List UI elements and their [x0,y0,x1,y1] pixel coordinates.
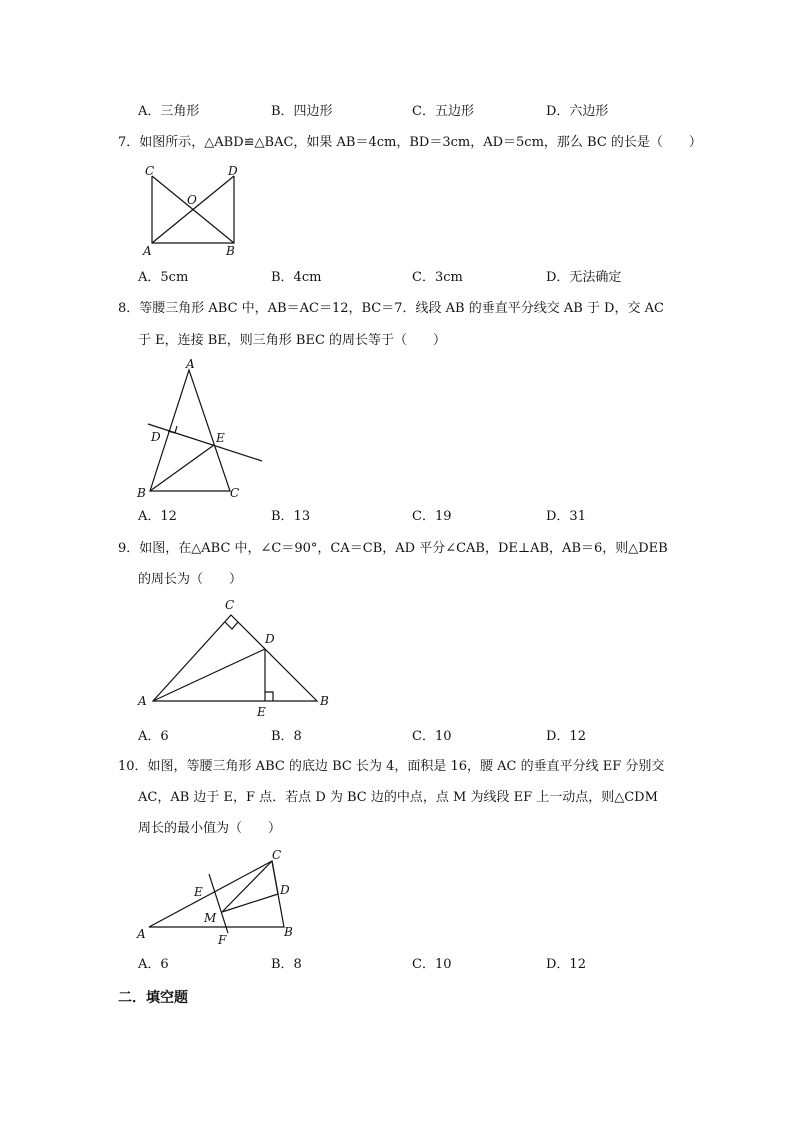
q10-label-c: C [272,848,282,862]
q9-right-angle-e [265,692,273,701]
q10-label-b: B [284,925,293,939]
q9-label-c: C [225,598,235,612]
q8-option-a: A．12 [138,509,177,524]
q9-stem-line1: 9．如图，在△ABC 中，∠C＝90°，CA＝CB，AD 平分∠CAB，DE⊥AB，AB＝6，则△DEB [118,541,668,556]
q10-label-d: D [280,883,290,897]
q10-label-a: A [137,927,146,941]
q9-right-angle-c [225,622,238,629]
q7-label-c: C [145,164,155,178]
q9-figure [134,596,334,721]
q10-segment-cd [272,861,278,894]
q7-label-d: D [228,164,238,178]
q8-figure [130,358,270,503]
q8-option-c: C．19 [412,509,452,524]
q9-option-c: C．10 [412,729,452,744]
q7-option-a: A．5cm [138,270,189,285]
q9-label-a: A [138,694,147,708]
q6-option-a: A．三角形 [138,104,200,119]
q9-label-d: D [265,632,275,646]
q8-label-a: A [186,357,195,371]
q10-stem-line3: 周长的最小值为（ ） [138,821,282,836]
q10-option-d: D．12 [546,957,586,972]
q9-option-b: B．8 [271,729,302,744]
q7-option-d: D．无法确定 [546,270,622,285]
q8-segment-be [150,445,214,491]
q8-label-b: B [137,486,146,500]
q7-option-b: B．4cm [271,270,322,285]
q10-option-b: B．8 [271,957,302,972]
q9-label-e: E [257,705,266,719]
q7-label-b: B [226,244,235,258]
q9-option-d: D．12 [546,729,586,744]
q7-label-a: A [143,244,152,258]
q7-label-o: O [187,193,197,207]
q6-option-d: D．六边形 [546,104,609,119]
q9-triangle-abc [153,615,317,701]
q10-figure [134,848,304,948]
q9-stem-line2: 的周长为（ ） [138,572,243,587]
q8-option-b: B．13 [271,509,311,524]
q10-option-a: A．6 [138,957,169,972]
q8-label-e: E [216,431,225,445]
q8-label-c: C [230,486,240,500]
q10-label-e: E [194,885,203,899]
q10-triangle-abc [149,861,284,927]
q9-label-b: B [320,694,329,708]
q8-option-d: D．31 [546,509,586,524]
q6-option-c: C．五边形 [412,104,474,119]
q10-label-f: F [218,933,227,947]
q10-stem-line1: 10．如图，等腰三角形 ABC 的底边 BC 长为 4，面积是 16，腰 AC 的垂直平分线 EF 分别交 [118,759,665,774]
q6-option-b: B．四边形 [271,104,333,119]
q7-option-c: C．3cm [412,270,463,285]
q9-option-a: A．6 [138,729,169,744]
q8-stem-line1: 8．等腰三角形 ABC 中，AB＝AC＝12，BC＝7．线段 AB 的垂直平分线交 AB 于 D，交 AC [118,301,664,316]
q7-stem: 7．如图所示，△ABD≌△BAC，如果 AB＝4cm，BD＝3cm，AD＝5cm，那么 BC 的长是（ ） [118,135,702,150]
q7-figure [138,162,248,257]
q10-option-c: C．10 [412,957,452,972]
q8-label-d: D [151,430,161,444]
section-title-fill-in: 二．填空题 [118,990,188,1006]
q8-stem-line2: 于 E，连接 BE，则三角形 BEC 的周长等于（ ） [138,333,447,348]
q10-label-m: M [204,911,217,925]
q9-segment-ad [153,649,265,701]
q10-stem-line2: AC，AB 边于 E，F 点．若点 D 为 BC 边的中点，点 M 为线段 EF 上一动点，则△CDM [138,790,658,805]
